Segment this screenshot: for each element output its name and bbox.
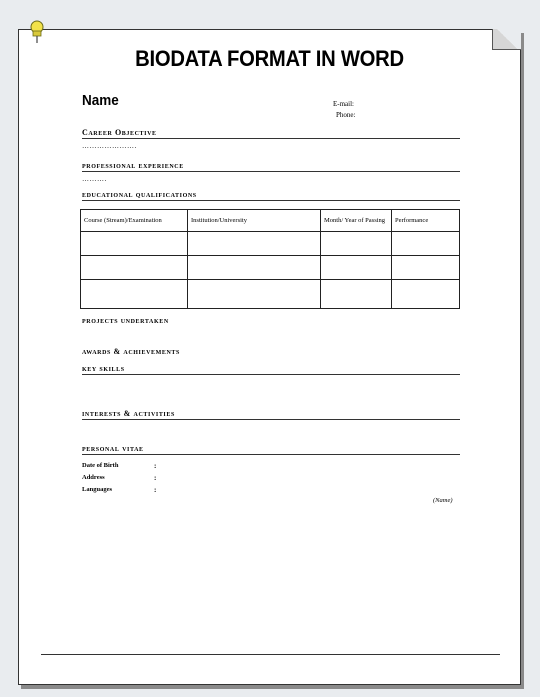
career-objective-heading: Career Objective <box>82 128 460 139</box>
languages-colon: : <box>154 486 157 494</box>
header-month-year: Month/ Year of Passing <box>321 210 392 232</box>
table-row <box>81 280 460 309</box>
header-institution: Institution/University <box>188 210 321 232</box>
pushpin-icon <box>27 20 47 44</box>
awards-heading: awards & achievements <box>82 347 180 356</box>
signature-name: (Name) <box>433 497 453 504</box>
dob-label: Date of Birth <box>82 462 119 469</box>
professional-experience-placeholder: ………. <box>82 175 107 183</box>
education-table <box>80 209 460 309</box>
header-performance: Performance <box>392 210 460 232</box>
career-objective-placeholder: …………………. <box>82 142 137 150</box>
page-title: BIODATA FORMAT IN WORD <box>135 46 404 71</box>
table-row <box>81 232 460 256</box>
personal-vitae-heading: personal vitae <box>82 444 460 455</box>
interests-heading: interests & activities <box>82 409 460 420</box>
name-heading: Name <box>82 92 119 109</box>
phone-label: Phone: <box>336 111 356 119</box>
address-label: Address <box>82 474 105 481</box>
projects-heading: projects undertaken <box>82 316 169 325</box>
key-skills-heading: key skills <box>82 364 460 375</box>
header-course: Course (Stream)/Examination <box>81 210 188 232</box>
educational-qualifications-heading: educational qualifications <box>82 190 460 201</box>
table-row <box>81 256 460 280</box>
table-header-row <box>81 210 460 232</box>
professional-experience-heading: professional experience <box>82 161 460 172</box>
document-page <box>18 29 521 685</box>
dob-colon: : <box>154 462 157 470</box>
address-colon: : <box>154 474 157 482</box>
email-label: E-mail: <box>333 100 354 108</box>
languages-label: Languages <box>82 486 112 493</box>
footer-divider <box>41 654 500 655</box>
